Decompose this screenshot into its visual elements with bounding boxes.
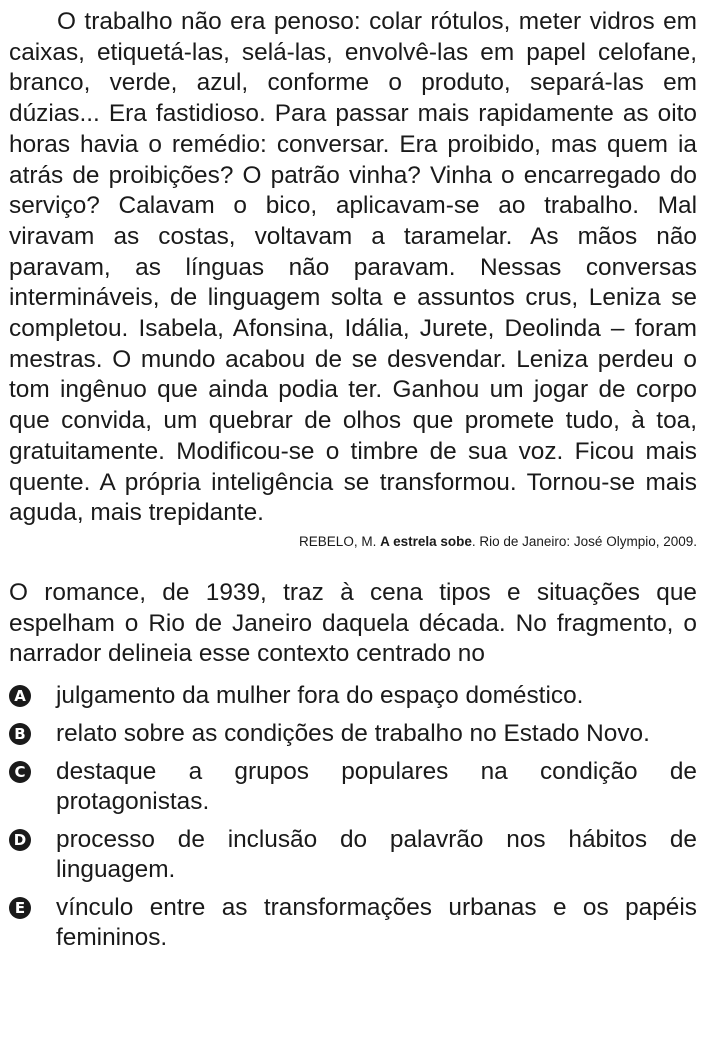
question-prompt: O romance, de 1939, traz à cena tipos e situações que espelham o Rio de Janeiro daquela década. No fragmento, o narrador delineia esse contexto centrado no <box>9 578 697 668</box>
answer-options <box>9 681 697 953</box>
option-e[interactable] <box>9 893 697 953</box>
option-b-text: relato sobre as condições de trabalho no Estado Novo. <box>56 720 650 748</box>
option-e-text: vínculo entre as transformações urbanas e os papéis femininos. <box>56 894 697 952</box>
passage-text: O trabalho não era penoso: colar rótulos, meter vidros em caixas, etiquetá-las, selá-las, envolvê-las em papel celofane, branco, verde, azul, conforme o produto, separá-las em dúzias... Era fastidioso. Para passar mais rapidamente as oito horas havia o remédio: conversar. Era proibido, mas quem ia atrás de proibições? O patrão vinha? Vinha o encarregado do serviço? Calavam o bico, aplicavam-se ao trabalho. Mal viravam as costas, voltavam a taramelar. As mãos não paravam, as línguas não paravam. Nessas conversas intermináveis, de linguagem solta e assuntos crus, Leniza se completou. Isabela, Afonsina, Idália, Jurete, Deolinda – foram mestras. O mundo acabou de se desvendar. Leniza perdeu o tom ingênuo que ainda podia ter. Ganhou um jogar de corpo que convida, um quebrar de olhos que promete tudo, à toa, gratuitamente. Modificou-se o timbre de sua voz. Ficou mais quente. A própria inteligência se transformou. Tornou-se mais aguda, mais trepidante. <box>9 8 697 527</box>
option-b[interactable] <box>9 719 697 749</box>
option-d-letter: D <box>9 829 31 851</box>
option-e-letter: E <box>9 897 31 919</box>
option-c-letter: C <box>9 761 31 783</box>
citation-details: . Rio de Janeiro: José Olympio, 2009. <box>471 533 697 549</box>
option-b-letter: B <box>9 723 31 745</box>
option-d[interactable] <box>9 825 697 885</box>
option-a[interactable] <box>9 681 697 711</box>
citation <box>9 533 697 551</box>
option-d-text: processo de inclusão do palavrão nos hábitos de linguagem. <box>56 826 697 884</box>
question-page <box>9 7 697 961</box>
option-c[interactable] <box>9 757 697 817</box>
option-a-letter: A <box>9 685 31 707</box>
citation-title: A estrela sobe <box>380 533 472 549</box>
option-c-text: destaque a grupos populares na condição de protagonistas. <box>56 758 697 816</box>
citation-author: REBELO, M. <box>299 533 381 549</box>
option-a-text: julgamento da mulher fora do espaço doméstico. <box>56 682 584 710</box>
